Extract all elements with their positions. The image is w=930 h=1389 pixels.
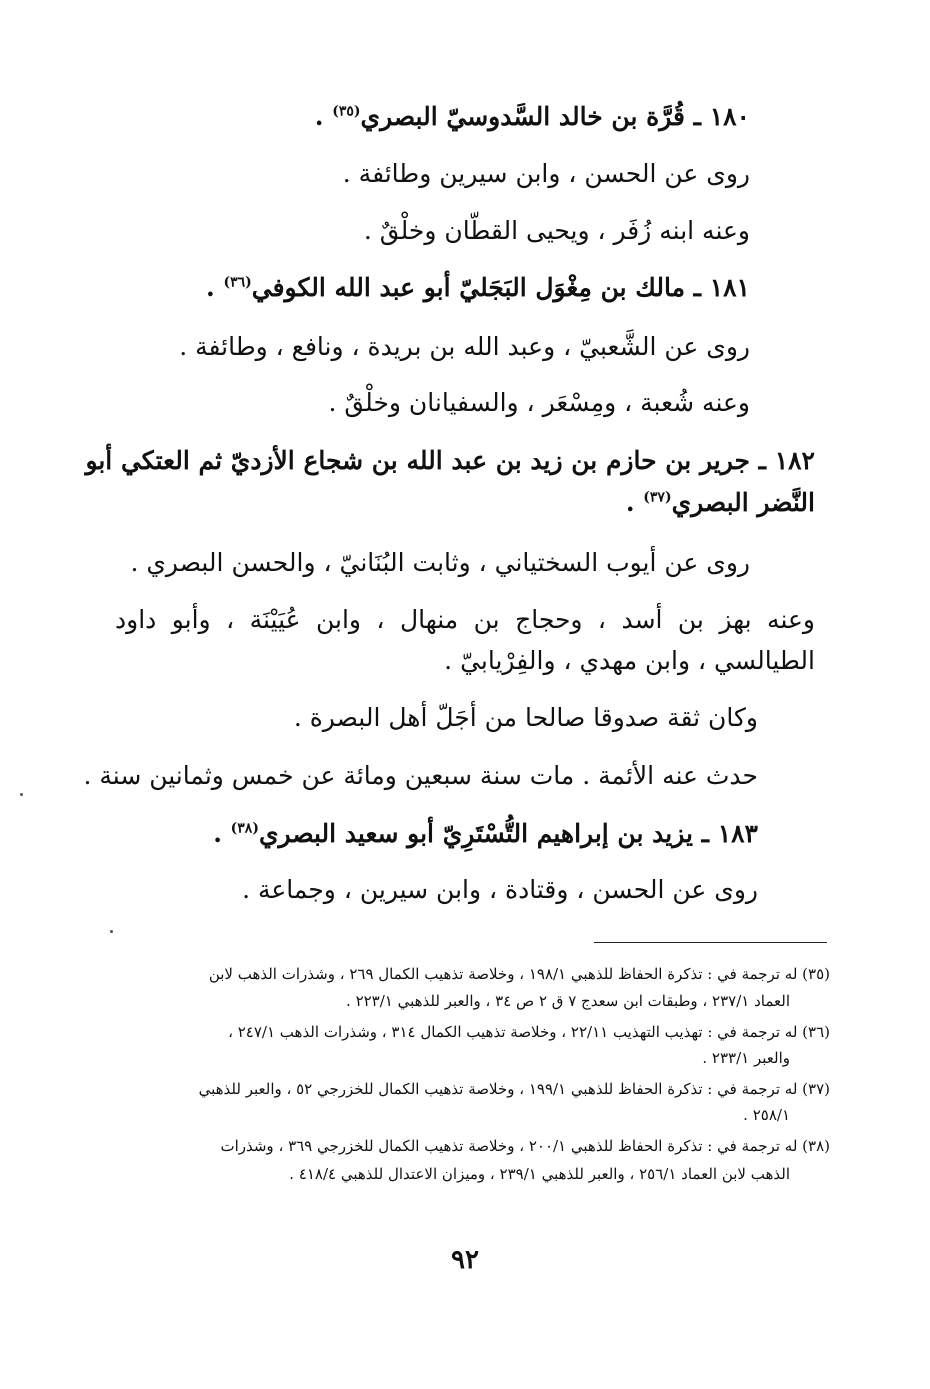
- footnote-text: (٣٥) له ترجمة في : تذكرة الحفاظ للذهبي ١٩٨/١ ، وخلاصة تذهيب الكمال ٢٦٩ ، وشذرات الذهب لابن: [208, 965, 830, 983]
- remark-text: وكان ثقة صدوقا صالحا من أجَلّ أهل البصرة .: [293, 703, 758, 732]
- footnote-text: (٣٦) له ترجمة في : تهذيب التهذيب ٢٢/١١ ، وخلاصة تذهيب الكمال ٣١٤ ، وشذرات الذهب ٢٤٧/١ ،: [228, 1023, 830, 1041]
- entry-heading-text: ١٨٢ ـ جرير بن حازم بن زيد بن عبد الله بن شجاع الأزديّ ثم العتكي أبو: [85, 446, 815, 475]
- entry-182-heading-line2: [115, 486, 815, 520]
- narrates-from-text: روى عن أيوب السختياني ، وثابت البُنَانيّ ، والحسن البصري .: [130, 548, 750, 577]
- narrators-text: وعنه بهز بن أسد ، وحجاج بن منهال ، وابن عُيَيْنَة ، وأبو داود: [115, 605, 815, 634]
- footnote-35-line1: [120, 961, 830, 987]
- heading-end: .: [206, 273, 224, 302]
- entry-180-narrators: [150, 214, 750, 248]
- footnote-text: ٢٥٨/١ .: [743, 1106, 790, 1124]
- footnote-separator: [594, 942, 827, 943]
- heading-end: .: [314, 102, 333, 131]
- footnote-text: الذهب لابن العماد ٢٥٦/١ ، والعبر للذهبي ٢٣٩/١ ، وميزان الاعتدال للذهبي ٤١٨/٤ .: [289, 1165, 790, 1183]
- entry-heading-text: ١٨٣ ـ يزيد بن إبراهيم التُّسْتَرِيّ أبو سعيد البصري: [258, 819, 758, 848]
- narrators-text: وعنه شُعبة ، ومِسْعَر ، والسفيانان وخلْقٌ .: [328, 388, 750, 417]
- footnote-35-line2: [120, 988, 790, 1014]
- footnote-ref[interactable]: (٣٦): [223, 274, 252, 291]
- narrates-from-text: روى عن الحسن ، وقتادة ، وابن سيرين ، وجماعة .: [242, 875, 758, 904]
- page-number: ٩٢: [451, 1245, 479, 1275]
- entry-183-narrates-from: [158, 873, 758, 907]
- entry-182-heading-line1: [85, 444, 815, 478]
- narrators-text: الطيالسي ، وابن مهدي ، والفِرْيابيّ .: [444, 646, 815, 675]
- footnote-ref[interactable]: (٣٧): [643, 489, 672, 506]
- footnote-text: (٣٧) له ترجمة في : تذكرة الحفاظ للذهبي ١٩٩/١ ، وخلاصة تذهيب الكمال للخزرجي ٥٢ ، والعبر للذهبي: [198, 1080, 830, 1098]
- entry-heading-text: النَّضر البصري: [671, 488, 815, 517]
- scan-speck: [20, 793, 23, 796]
- entry-181-narrates-from: [150, 330, 750, 364]
- footnote-text: العماد ٢٣٧/١ ، وطبقات ابن سعدج ٧ ق ٢ ص ٣٤ ، والعبر للذهبي ٢٢٣/١ .: [346, 992, 790, 1010]
- heading-end: .: [625, 488, 644, 517]
- entry-183-heading: [158, 817, 758, 851]
- footnote-ref[interactable]: (٣٥): [332, 103, 361, 120]
- entry-182-narrators-line1: [115, 603, 815, 637]
- narrates-from-text: روى عن الشَّعبيّ ، وعبد الله بن بريدة ، ونافع ، وطائفة .: [179, 332, 750, 361]
- footnote-37-line2: [120, 1102, 790, 1128]
- entry-heading-text: ١٨١ ـ مالك بن مِغْوَل البَجَليّ أبو عبد الله الكوفي: [251, 273, 750, 302]
- footnote-36-line1: [120, 1019, 830, 1045]
- entry-181-heading: [150, 271, 750, 305]
- entry-180-narrates-from: [150, 157, 750, 191]
- narrators-text: وعنه ابنه زُفَر ، ويحيى القطّان وخلْقٌ .: [363, 216, 750, 245]
- entry-182-remark-1: [158, 701, 758, 735]
- entry-182-narrates-from: [130, 546, 750, 580]
- entry-180-heading: [150, 100, 750, 134]
- heading-end: .: [213, 819, 231, 848]
- entry-heading-text: ١٨٠ ـ قُرَّة بن خالد السَّدوسيّ البصري: [360, 102, 750, 131]
- footnote-ref[interactable]: (٣٨): [230, 820, 259, 837]
- footnote-36-line2: [120, 1045, 790, 1071]
- entry-182-remark-2: [83, 759, 758, 793]
- footnote-38-line2: [120, 1161, 790, 1187]
- narrates-from-text: روى عن الحسن ، وابن سيرين وطائفة .: [342, 159, 750, 188]
- entry-181-narrators: [150, 386, 750, 420]
- scan-speck: [110, 930, 113, 933]
- entry-182-narrators-line2: [115, 644, 815, 678]
- footnote-text: والعبر ٢٣٣/١ .: [702, 1049, 790, 1067]
- footnote-37-line1: [120, 1076, 830, 1102]
- remark-text: حدث عنه الأئمة . مات سنة سبعين ومائة عن خمس وثمانين سنة .: [83, 761, 758, 790]
- footnote-38-line1: [120, 1133, 830, 1159]
- footnote-text: (٣٨) له ترجمة في : تذكرة الحفاظ للذهبي ٢٠٠/١ ، وخلاصة تذهيب الكمال للخزرجي ٣٦٩ ، وشذرات: [220, 1137, 830, 1155]
